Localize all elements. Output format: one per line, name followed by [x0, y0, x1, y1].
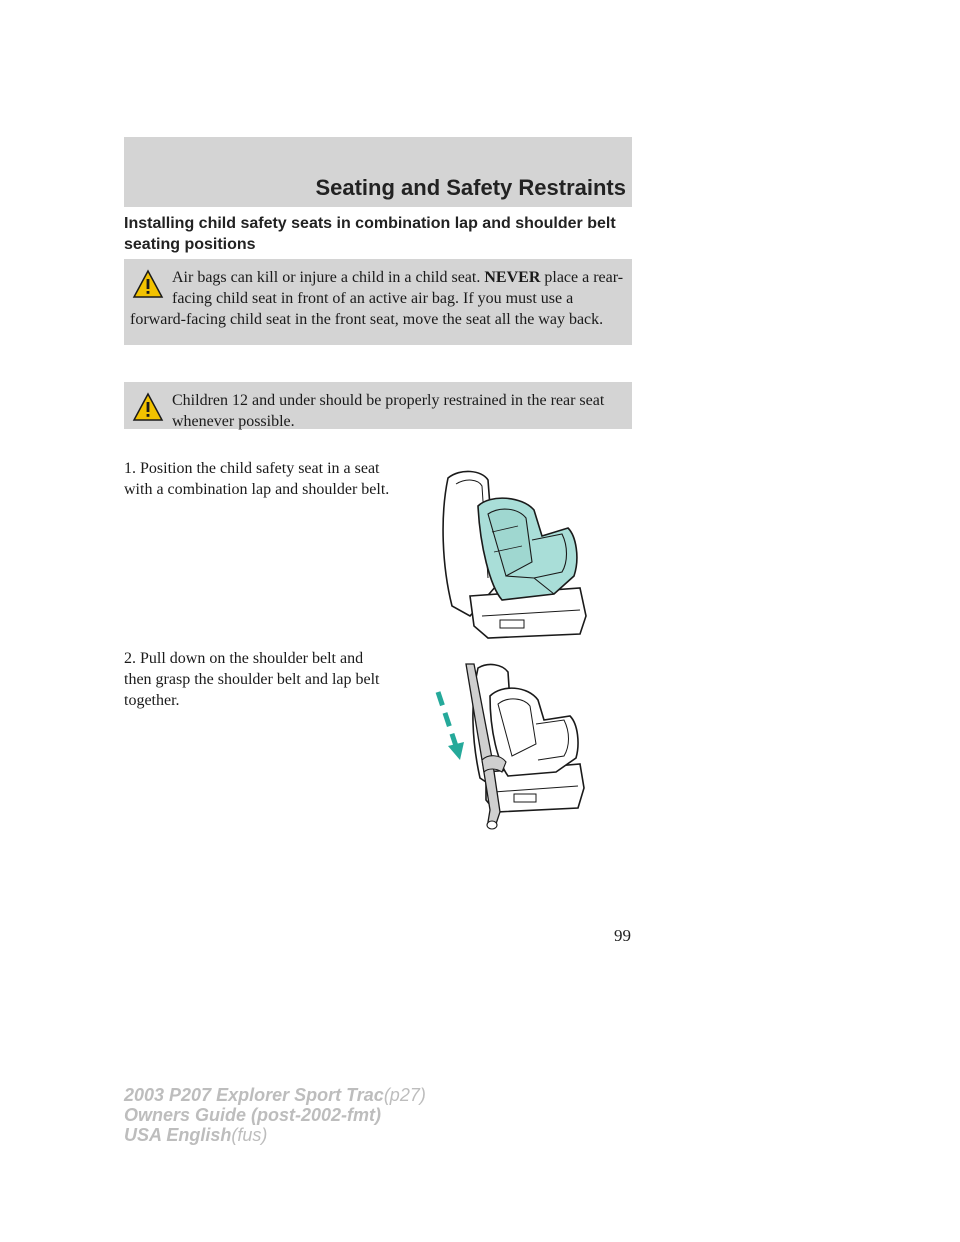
warning-text-after: place a rear-facing child seat in front of an active air bag. If you must use a forward-facing child seat in the front seat, move the seat all the way back.	[130, 269, 624, 328]
footer-language-code: (fus)	[231, 1125, 268, 1145]
step-1-text: 1. Position the child safety seat in a seat with a combination lap and shoulder belt.	[124, 460, 390, 498]
section-title: Installing child safety seats in combination lap and shoulder belt seating positions	[124, 215, 616, 253]
child-seat-illustration	[430, 466, 590, 641]
footer-language: USA English	[124, 1125, 232, 1145]
pull-shoulder-belt-illustration	[430, 662, 590, 832]
step-2-text: 2. Pull down on the shoulder belt and then grasp the shoulder belt and lap belt together.	[124, 650, 380, 709]
warning-box-children	[124, 382, 632, 429]
footer-line-3	[124, 1125, 426, 1145]
footer-line-1	[124, 1085, 426, 1105]
warning-box-airbag	[124, 259, 632, 345]
warning-triangle-icon	[132, 392, 164, 422]
page-number: 99	[614, 926, 631, 945]
footer-model: 2003 P207 Explorer Sport Trac	[124, 1085, 384, 1105]
warning-text: Children 12 and under should be properly restrained in the rear seat whenever possible.	[172, 392, 605, 430]
warning-emphasis: NEVER	[484, 269, 541, 286]
warning-text-before: Air bags can kill or injure a child in a child seat.	[172, 269, 485, 286]
footer-guide: Owners Guide (post-2002-fmt)	[124, 1105, 382, 1125]
footer-line-2	[124, 1105, 426, 1125]
warning-triangle-icon	[132, 269, 164, 299]
footer	[124, 1085, 426, 1145]
header-band	[124, 137, 632, 207]
page-header-title: Seating and Safety Restraints	[315, 175, 626, 200]
footer-model-code: (p27)	[383, 1085, 426, 1105]
